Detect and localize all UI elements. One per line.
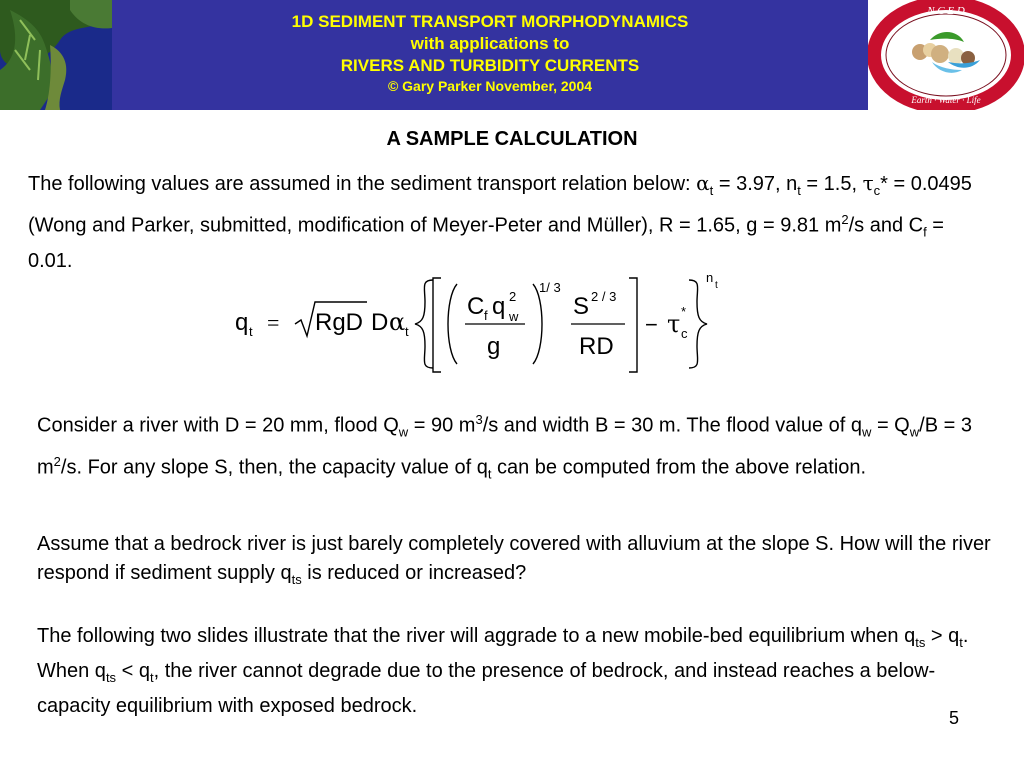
svg-text:RD: RD [579,333,614,360]
svg-text:w: w [509,309,519,324]
page-number: 5 [949,708,960,728]
copyright-line: © Gary Parker November, 2004 [387,78,593,94]
svg-text:C: C [467,293,485,320]
banner-line-1: 1D SEDIMENT TRANSPORT MORPHODYNAMICS [291,12,689,31]
svg-text:Earth · Water · Life: Earth · Water · Life [911,95,981,105]
svg-text:g: g [487,333,501,360]
banner-line-2: with applications to [410,34,570,53]
svg-text:D: D [371,309,389,336]
svg-text:t: t [405,324,409,339]
svg-text:1/ 3: 1/ 3 [539,280,561,295]
svg-text:τ: τ [667,310,681,338]
svg-text:2 / 3: 2 / 3 [591,289,617,304]
slide-header [0,0,1024,110]
svg-text:f: f [484,308,488,323]
svg-text:t: t [715,280,718,291]
svg-text:*: * [681,304,687,319]
paragraph-following-slides: The following two slides illustrate that the river will aggrade to a new mobile-bed equilibrium when $q_{ts} > q_t$. When $q_{ts} < q_t$, the river cannot degrade due to the presence of bedrock, and instead reaches a below-capacity equilibrium with exposed bedrock. [37,625,969,717]
paragraph-bedrock-question: Assume that a bedrock river is just barely completely covered with alluvium at the slope S. How will the river respond if sediment supply $q_{ts}$ is reduced or increased? [37,533,991,587]
svg-text:α: α [389,308,406,336]
slide-title: A SAMPLE CALCULATION [386,128,638,150]
svg-text:c: c [681,326,688,341]
svg-text:q: q [492,293,506,320]
svg-text:n: n [706,270,714,285]
svg-text:t: t [249,324,253,339]
svg-text:=: = [267,310,280,335]
svg-text:RgD: RgD [315,309,364,336]
title-banner [112,0,868,110]
svg-text:N C E D: N C E D [927,5,965,17]
svg-text:q: q [235,309,249,336]
satellite-delta-image [0,0,112,110]
svg-text:S: S [573,293,590,320]
nced-logo [868,0,1024,110]
svg-text:2: 2 [509,289,517,304]
svg-text:−: − [645,312,658,337]
paragraph-river-example: Consider a river with D = 20 mm, flood $Q_w = 90$ $m^3/s$ and width B = 30 m. The flood value of $q_w = Q_w/B = 3$ $m^2/s$. For any slope S, then, the capacity value of $q_t$ can be computed from the above relation. [37,412,972,482]
paragraph-assumed-values: The following values are assumed in the sediment transport relation below: $\alpha_t = 3.97$, $n_t = 1.5$, $\tau_c* = 0.0495$ (Wong and Parker, submitted, modification of Meyer-Peter and Müller), R = 1.65, g = 9.81 $m^2/s$ and $C_f = 0.01$. [28,171,972,272]
transport-equation [235,268,735,380]
banner-line-3: RIVERS AND TURBIDITY CURRENTS [340,56,640,75]
